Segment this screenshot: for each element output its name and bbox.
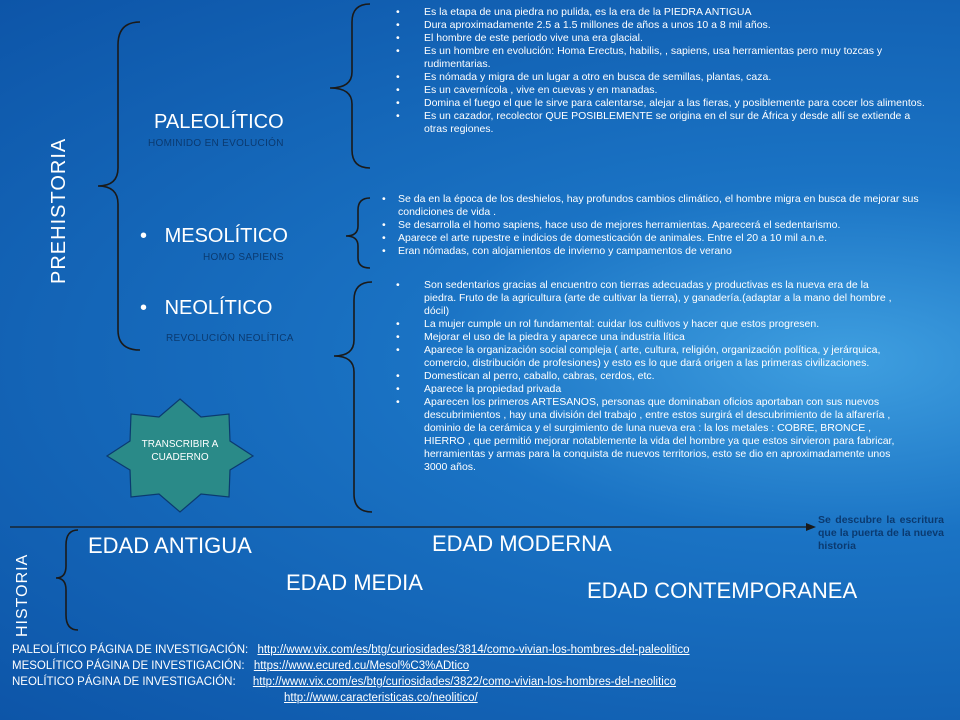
- list-item: • Aparece la organización social compleja ( arte, cultura, religión, organización política, y jerárquica, comercio, distribución de profesiones) y esto es lo que dará origen a las primeras civilizaciones.: [396, 344, 896, 370]
- list-item: • Es nómada y migra de un lugar a otro en busca de semillas, plantas, caza.: [396, 71, 936, 84]
- mesolitico-link[interactable]: https://www.ecured.cu/Mesol%C3%ADtico: [253, 660, 470, 672]
- link-row-caracteristicas: [12, 690, 690, 706]
- list-item: • Son sedentarios gracias al encuentro con tierras adecuadas y productivas es la nueva era de la piedra. Fruto de la agricultura (arte de cultivar la tierra), y ganadería.(adaptar a la mano del hombre , dócil): [396, 279, 896, 318]
- list-item: • Domina el fuego el que le sirve para calentarse, alejar a las fieras, y posiblemente para cocer los alimentos.: [396, 97, 936, 110]
- link-row-paleolitico: [12, 642, 690, 658]
- neolitico-link[interactable]: http://www.vix.com/es/btg/curiosidades/3822/como-vivian-los-hombres-del-neolitico: [252, 676, 676, 688]
- list-item: • Es la etapa de una piedra no pulida, es la era de la PIEDRA ANTIGUA: [396, 6, 936, 19]
- neo-brace: [334, 282, 372, 512]
- list-item: • Es un hombre en evolución: Homa Erectus, habilis, , sapiens, usa herramientas pero muy tozcas y rudimentarias.: [396, 45, 936, 71]
- paleo-brace: [330, 4, 370, 168]
- paleolitico-title: PALEOLÍTICO: [154, 111, 284, 133]
- mesolitico-list: [382, 193, 942, 258]
- bullet-dot: •: [140, 225, 148, 247]
- neolitico-subtitle: REVOLUCIÓN NEOLÍTICA: [166, 333, 294, 344]
- edad-media: EDAD MEDIA: [286, 570, 423, 595]
- list-item: • Se desarrolla el homo sapiens, hace uso de mejores herramientas. Aparecerá el sedentarismo.: [382, 219, 942, 232]
- paleolitico-list: [396, 6, 936, 136]
- mesolitico-name: MESOLÍTICO: [164, 225, 288, 247]
- historia-brace: [56, 530, 78, 630]
- neolitico-name: NEOLÍTICO: [164, 297, 273, 319]
- list-item: • Domestican al perro, caballo, cabras, cerdos, etc.: [396, 370, 896, 383]
- bullet-dot: •: [140, 297, 148, 319]
- historia-title: HISTORIA: [14, 553, 31, 637]
- paleolitico-subtitle: HOMINIDO EN EVOLUCIÓN: [148, 138, 284, 149]
- list-item: • La mujer cumple un rol fundamental: cuidar los cultivos y hacer que estos progresen.: [396, 318, 896, 331]
- meso-brace: [346, 198, 370, 268]
- list-item: • Aparece el arte rupestre e indicios de domesticación de animales. Entre el 20 a 10 mil a.n.e.: [382, 232, 942, 245]
- neolitico-title: [140, 297, 272, 320]
- mesolitico-title: [140, 225, 288, 248]
- list-item: • Mejorar el uso de la piedra y aparece una industria lítica: [396, 331, 896, 344]
- prehistoria-title: PREHISTORIA: [48, 137, 70, 284]
- link-label: MESOLÍTICO PÁGINA DE INVESTIGACIÓN:: [12, 660, 245, 672]
- prehistoria-brace: [98, 22, 140, 350]
- list-item: • Aparecen los primeros ARTESANOS, personas que dominaban oficios aportaban con sus nuevos descubrimientos , hay una división del trabajo , entre estos surgirá el descubrimiento de la alfarería , dominio de la cerámica y el surgimiento de luna nueva era : la los metales : COBRE, BRONCE , HIERRO , que permitió mejorar notablemente la vida del hombre ya que estos sirvieron para fabricar, herramientas y armas para la conquista de nuevos territorios, esto se dio en aproximadamente unos 3000 años.: [396, 396, 896, 474]
- link-label: NEOLÍTICO PÁGINA DE INVESTIGACIÓN:: [12, 676, 236, 688]
- link-row-neolitico: [12, 674, 690, 690]
- neolitico-list: [396, 279, 896, 474]
- writing-note: Se descubre la escritura que la puerta de la nueva historia: [818, 514, 944, 552]
- list-item: • Es un cazador, recolector QUE POSIBLEMENTE se origina en el sur de África y desde allí se extiende a otras regiones.: [396, 110, 936, 136]
- links-section: [12, 642, 690, 706]
- link-row-mesolitico: [12, 658, 690, 674]
- edad-antigua: EDAD ANTIGUA: [88, 533, 252, 558]
- list-item: • El hombre de este periodo vive una era glacial.: [396, 32, 936, 45]
- edad-moderna: EDAD MODERNA: [432, 531, 612, 556]
- list-item: • Eran nómadas, con alojamientos de invierno y campamentos de verano: [382, 245, 942, 258]
- edad-contemporanea: EDAD CONTEMPORANEA: [587, 578, 858, 603]
- star-label: TRANSCRIBIR A CUADERNO: [141, 439, 219, 463]
- list-item: • Es un cavernícola , vive en cuevas y en manadas.: [396, 84, 936, 97]
- mesolitico-subtitle: HOMO SAPIENS: [203, 252, 284, 263]
- caracteristicas-link[interactable]: http://www.caracteristicas.co/neolitico/: [284, 692, 478, 704]
- link-label: PALEOLÍTICO PÁGINA DE INVESTIGACIÓN:: [12, 644, 249, 656]
- paleolitico-link[interactable]: http://www.vix.com/es/btg/curiosidades/3814/como-vivian-los-hombres-del-paleolitico: [257, 644, 690, 656]
- list-item: • Dura aproximadamente 2.5 a 1.5 millones de años a unos 10 a 8 mil años.: [396, 19, 936, 32]
- timeline-arrowhead: [806, 523, 816, 531]
- list-item: • Se da en la época de los deshielos, hay profundos cambios climático, el hombre migra en busca de mejorar sus condiciones de vida .: [382, 193, 942, 219]
- list-item: • Aparece la propiedad privada: [396, 383, 896, 396]
